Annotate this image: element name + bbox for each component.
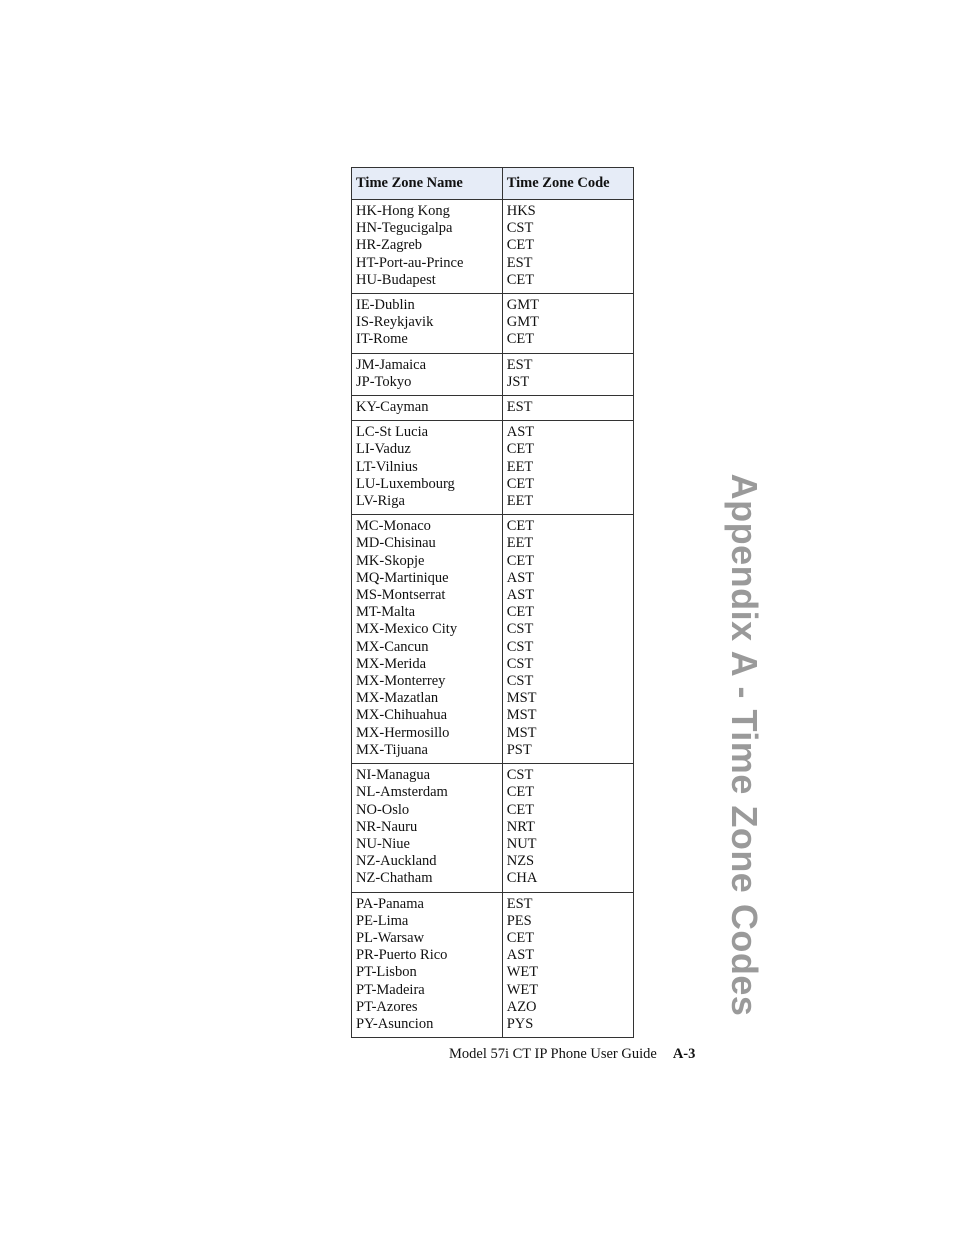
time-zone-name: PY-Asuncion: [356, 1015, 434, 1032]
table-row: [352, 515, 634, 764]
time-zone-code: CET: [506, 237, 535, 254]
time-zone-name: PT-Azores: [356, 998, 418, 1015]
time-zone-name: MQ-Martinique: [356, 569, 449, 586]
time-zone-code: AZO: [506, 998, 537, 1015]
time-zone-code: CST: [506, 655, 534, 672]
time-zone-code-cell: [502, 396, 633, 421]
time-zone-code: PST: [506, 741, 532, 758]
column-header-name: Time Zone Name: [352, 168, 503, 200]
page-number: A-3: [672, 1046, 696, 1062]
time-zone-name-cell: [352, 421, 503, 515]
time-zone-name: PT-Lisbon: [356, 964, 417, 981]
time-zone-name: JP-Tokyo: [356, 373, 412, 390]
time-zone-name: NZ-Chatham: [356, 870, 433, 887]
time-zone-name: IE-Dublin: [356, 297, 415, 314]
time-zone-name: LT-Vilnius: [356, 458, 418, 475]
time-zone-code: JST: [506, 373, 530, 390]
time-zone-code: CST: [506, 638, 534, 655]
time-zone-code: NUT: [506, 835, 537, 852]
time-zone-name-cell: [352, 892, 503, 1038]
time-zone-code-cell: [502, 353, 633, 395]
time-zone-name: LU-Luxembourg: [356, 475, 455, 492]
column-header-code: Time Zone Code: [502, 168, 633, 200]
time-zone-code: AST: [506, 587, 535, 604]
time-zone-name: HN-Tegucigalpa: [356, 220, 453, 237]
table-row: [352, 294, 634, 354]
time-zone-code: CHA: [506, 870, 538, 887]
time-zone-name-cell: [352, 396, 503, 421]
time-zone-code: EET: [506, 535, 534, 552]
time-zone-code: CST: [506, 673, 534, 690]
time-zone-name: MX-Hermosillo: [356, 724, 450, 741]
time-zone-code: NRT: [506, 818, 535, 835]
time-zone-name: MT-Malta: [356, 604, 416, 621]
time-zone-code: MST: [506, 724, 537, 741]
time-zone-name: LC-St Lucia: [356, 424, 429, 441]
time-zone-code: CET: [506, 784, 535, 801]
time-zone-name: LV-Riga: [356, 493, 405, 510]
time-zone-code: HKS: [506, 203, 536, 219]
table-row: [352, 764, 634, 892]
time-zone-code: CST: [506, 220, 534, 237]
time-zone-name-cell: [352, 764, 503, 892]
time-zone-name: MX-Monterrey: [356, 673, 446, 690]
time-zone-code-cell: [502, 294, 633, 354]
time-zone-table: [351, 167, 634, 1038]
time-zone-name: NO-Oslo: [356, 801, 410, 818]
time-zone-code: EST: [506, 399, 533, 416]
time-zone-name: HU-Budapest: [356, 271, 436, 288]
time-zone-name: NI-Managua: [356, 767, 431, 784]
time-zone-code: CET: [506, 475, 535, 492]
time-zone-code: MST: [506, 707, 537, 724]
time-zone-code: CET: [506, 518, 535, 535]
time-zone-name: NL-Amsterdam: [356, 784, 448, 801]
footer-guide-title: Model 57i CT IP Phone User Guide: [449, 1046, 657, 1062]
time-zone-name: HR-Zagreb: [356, 237, 423, 254]
time-zone-name: MX-Tijuana: [356, 741, 428, 758]
table-row: [352, 353, 634, 395]
time-zone-code-cell: [502, 200, 633, 294]
time-zone-code: CST: [506, 767, 534, 784]
time-zone-name: HT-Port-au-Prince: [356, 254, 464, 271]
time-zone-code: CET: [506, 331, 535, 348]
time-zone-code: CET: [506, 801, 535, 818]
time-zone-code-cell: [502, 515, 633, 764]
time-zone-code: AST: [506, 424, 535, 441]
time-zone-name: PL-Warsaw: [356, 929, 425, 946]
time-zone-code: CET: [506, 271, 535, 288]
time-zone-code: GMT: [506, 297, 539, 314]
time-zone-name: MX-Mazatlan: [356, 690, 439, 707]
time-zone-name: MX-Cancun: [356, 638, 429, 655]
time-zone-name: NR-Nauru: [356, 818, 418, 835]
time-zone-name: MX-Mexico City: [356, 621, 458, 638]
time-zone-code-cell: [502, 764, 633, 892]
time-zone-code-cell: [502, 421, 633, 515]
time-zone-code: CET: [506, 929, 535, 946]
time-zone-name: JM-Jamaica: [356, 356, 427, 373]
time-zone-name: MD-Chisinau: [356, 535, 436, 552]
time-zone-code: EET: [506, 493, 534, 510]
time-zone-name: HK-Hong Kong: [356, 203, 450, 219]
table-row: [352, 396, 634, 421]
time-zone-name: NU-Niue: [356, 835, 410, 852]
time-zone-code: MST: [506, 690, 537, 707]
time-zone-name-cell: [352, 353, 503, 395]
table-row: [352, 200, 634, 294]
time-zone-name: NZ-Auckland: [356, 853, 437, 870]
time-zone-name: PE-Lima: [356, 912, 409, 929]
time-zone-code: CET: [506, 604, 535, 621]
time-zone-name-cell: [352, 200, 503, 294]
time-zone-code: EST: [506, 356, 533, 373]
table-header-row: [352, 168, 634, 200]
appendix-side-title: Appendix A - Time Zone Codes: [724, 473, 765, 1017]
time-zone-name: MX-Merida: [356, 655, 427, 672]
time-zone-code: WET: [506, 964, 539, 981]
time-zone-code: PES: [506, 912, 532, 929]
time-zone-code: WET: [506, 981, 539, 998]
table-row: [352, 421, 634, 515]
time-zone-code: EST: [506, 254, 533, 271]
table-row: [352, 892, 634, 1038]
time-zone-name: KY-Cayman: [356, 399, 429, 416]
time-zone-name: PT-Madeira: [356, 981, 425, 998]
time-zone-code: PYS: [506, 1015, 534, 1032]
time-zone-code: NZS: [506, 853, 535, 870]
time-zone-code: EST: [506, 895, 533, 912]
time-zone-code: GMT: [506, 314, 539, 331]
time-zone-name: IS-Reykjavik: [356, 314, 434, 331]
time-zone-name: MX-Chihuahua: [356, 707, 448, 724]
time-zone-name: IT-Rome: [356, 331, 408, 348]
time-zone-name: LI-Vaduz: [356, 441, 411, 458]
time-zone-code: AST: [506, 947, 535, 964]
time-zone-name: PR-Puerto Rico: [356, 947, 448, 964]
time-zone-name: MK-Skopje: [356, 552, 425, 569]
time-zone-code: CET: [506, 552, 535, 569]
time-zone-code: AST: [506, 569, 535, 586]
time-zone-code: CST: [506, 621, 534, 638]
time-zone-code-cell: [502, 892, 633, 1038]
time-zone-name-cell: [352, 294, 503, 354]
time-zone-name: MC-Monaco: [356, 518, 431, 535]
time-zone-code: CET: [506, 441, 535, 458]
page-footer: [449, 1046, 695, 1063]
table-body: [352, 200, 634, 1038]
time-zone-name: PA-Panama: [356, 895, 424, 912]
time-zone-code: EET: [506, 458, 534, 475]
time-zone-name: MS-Montserrat: [356, 587, 446, 604]
time-zone-name-cell: [352, 515, 503, 764]
